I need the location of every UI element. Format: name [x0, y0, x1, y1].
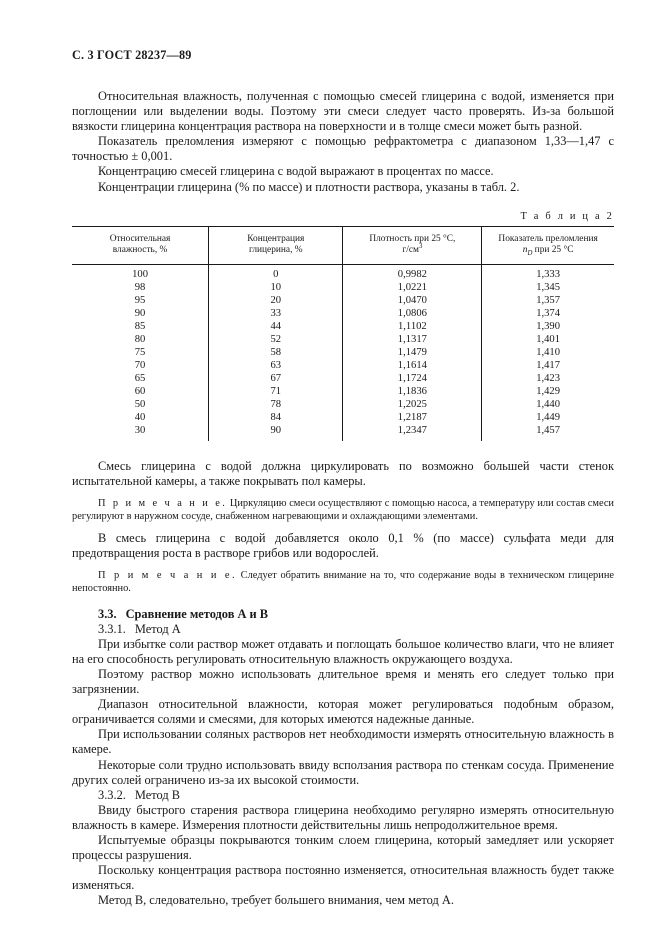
cell-refractive-index: 1,417 — [482, 359, 614, 372]
cell-relative-humidity: 98 — [134, 281, 146, 293]
cell-relative-humidity: 100 — [132, 268, 148, 280]
section-3-3-1-paragraph-2: Поэтому раствор можно использовать длительное время и менять его следует только при загрязнении. — [72, 666, 614, 697]
cell-concentration: 10 — [209, 281, 343, 294]
subsection-title: Метод А — [134, 621, 181, 636]
cell-concentration: 90 — [209, 424, 343, 441]
table-row — [72, 294, 614, 307]
cell-refractive-index: 1,345 — [482, 281, 614, 294]
cell-refractive-index: 1,449 — [482, 411, 614, 424]
section-title: Сравнение методов А и В — [125, 606, 269, 621]
cell-density: 1,0221 — [343, 281, 482, 294]
cell-relative-humidity: 50 — [134, 398, 146, 410]
section-3-3-2-paragraph-1: Ввиду быстрого старения раствора глицерина необходимо регулярно измерять относительную влажность в камере. Измерения плотности действительны лишь непродолжительное время. — [72, 802, 614, 832]
table-row — [72, 333, 614, 346]
page-content — [72, 48, 614, 908]
cell-refractive-index: 1,401 — [482, 333, 614, 346]
subsection-heading-3-3-2 — [72, 788, 614, 803]
note-2-label: П р и м е ч а н и е. — [98, 570, 237, 582]
note-1-text: Циркуляцию смеси осуществляют с помощью насоса, а температуру или состав смеси регулируют в наружном сосуде, снабженном нагревающими и охлаждающими элементами. — [72, 498, 614, 522]
note-2-text: Следует обратить внимание на то, что содержание воды в техническом глицерине непостоянно. — [72, 570, 614, 594]
cell-concentration: 71 — [209, 385, 343, 398]
cell-refractive-index: 1,423 — [482, 372, 614, 385]
table-header — [72, 226, 614, 264]
running-head: С. 3 ГОСТ 28237—89 — [72, 48, 192, 62]
cell-relative-humidity: 80 — [134, 333, 146, 345]
cell-concentration: 0 — [209, 264, 343, 281]
after-table-paragraph-1: Смесь глицерина с водой должна циркулировать по возможно большей части стенок испытательной камеры, а также покрывать пол камеры. — [72, 458, 614, 488]
intro-paragraph-1: Относительная влажность, полученная с помощью смесей глицерина с водой, изменяется при поглощении или выделении воды. Поэтому эти смеси следует часто проверять. Из-за большой вязкости глицерина концентрация раствора на поверхности и в толще смеси может быть разной. — [72, 89, 614, 134]
col-header-line1: Показатель преломления — [498, 233, 598, 244]
cell-concentration: 63 — [209, 359, 343, 372]
cell-density: 1,0470 — [343, 294, 482, 307]
intro-paragraph-4: Концентрации глицерина (% по массе) и плотности раствора, указаны в табл. 2. — [98, 179, 520, 194]
note-2 — [72, 570, 614, 595]
cell-refractive-index: 1,390 — [482, 320, 614, 333]
intro-paragraph-3: Концентрацию смесей глицерина с водой выражают в процентах по массе. — [98, 164, 494, 179]
section-3-3-2-paragraph-3: Поскольку концентрация раствора постоянно изменяется, относительная влажность будет также изменяться. — [72, 863, 614, 893]
cell-refractive-index: 1,440 — [482, 398, 614, 411]
cell-concentration: 44 — [209, 320, 343, 333]
table-body — [72, 264, 614, 441]
section-3-3-2-paragraph-4: Метод В, следовательно, требует большего внимания, чем метод А. — [98, 893, 454, 908]
table-header-row — [72, 226, 614, 264]
cell-density: 1,1317 — [343, 333, 482, 346]
col-header-refractive-index — [482, 226, 614, 264]
cell-concentration: 52 — [209, 333, 343, 346]
cell-concentration: 78 — [209, 398, 343, 411]
cell-density: 1,2187 — [343, 411, 482, 424]
cell-density: 1,1479 — [343, 346, 482, 359]
note-1 — [72, 498, 614, 523]
col-header-line2-density-units: $г/см^3$ — [402, 243, 423, 256]
table-row — [72, 385, 614, 398]
col-header-concentration — [209, 226, 343, 264]
cell-relative-humidity: 70 — [134, 359, 146, 371]
cell-relative-humidity: 90 — [134, 307, 146, 319]
cell-relative-humidity: 60 — [134, 385, 146, 397]
col-header-density — [343, 226, 482, 264]
cell-density: 1,2347 — [343, 424, 482, 441]
cell-concentration: 33 — [209, 307, 343, 320]
table-row — [72, 372, 614, 385]
cell-density: 1,1724 — [343, 372, 482, 385]
col-header-line2: влажность, % — [112, 245, 168, 256]
cell-relative-humidity: 95 — [134, 294, 146, 306]
table-row — [72, 281, 614, 294]
section-heading-3-3 — [72, 607, 614, 622]
cell-density: 1,1102 — [343, 320, 482, 333]
table-row — [72, 398, 614, 411]
table-row — [72, 424, 614, 441]
subsection-heading-3-3-1 — [72, 622, 614, 637]
cell-concentration: 20 — [209, 294, 343, 307]
intro-paragraph-2: Показатель преломления измеряют с помощью рефрактометра с диапазоном 1,33—1,47 с точностью ± 0,001. — [72, 134, 614, 164]
col-header-line1: Плотность при 25 °С, — [369, 233, 456, 244]
cell-relative-humidity: 75 — [134, 346, 146, 358]
section-3-3-1-paragraph-4: При использовании соляных растворов нет необходимости измерять относительную влажность в камере. — [72, 727, 614, 757]
table-caption: Т а б л и ц а 2 — [520, 210, 614, 222]
cell-density: 1,2025 — [343, 398, 482, 411]
cell-refractive-index: 1,457 — [482, 424, 614, 441]
table-row — [72, 264, 614, 281]
note-1-label: П р и м е ч а н и е. — [98, 498, 228, 510]
cell-refractive-index: 1,429 — [482, 385, 614, 398]
col-header-line2: глицерина, % — [248, 245, 303, 256]
table-row — [72, 346, 614, 359]
cell-density: 1,1836 — [343, 385, 482, 398]
cell-density: 1,0806 — [343, 307, 482, 320]
section-number: 3.3. — [98, 606, 117, 621]
cell-concentration: 84 — [209, 411, 343, 424]
after-table-paragraph-2: В смесь глицерина с водой добавляется около 0,1 % (по массе) сульфата меди для предотвращения роста в растворе грибов или водорослей. — [72, 531, 614, 561]
cell-concentration: 58 — [209, 346, 343, 359]
cell-relative-humidity: 85 — [134, 320, 146, 332]
col-header-line2-refractive-symbol: $n_D$ при 25 °С — [522, 245, 574, 258]
cell-density: 0,9982 — [343, 264, 482, 281]
subsection-number: 3.3.2. — [98, 787, 126, 802]
section-3-3-1-paragraph-5: Некоторые соли трудно использовать ввиду всползания раствора по стенкам сосуда. Применение других солей ограничено из-за их высокой стоимости. — [72, 757, 614, 787]
cell-relative-humidity: 40 — [134, 411, 146, 423]
section-3-3-1-paragraph-3: Диапазон относительной влажности, которая может регулироваться подобным образом, ограничивается солями и смесями, для которых имеются надежные данные. — [72, 697, 614, 727]
cell-density: 1,1614 — [343, 359, 482, 372]
col-header-line1: Концентрация — [247, 233, 305, 244]
section-3-3-2-paragraph-2: Испытуемые образцы покрываются тонким слоем глицерина, который замедляет или ускоряет процессы разрушения. — [72, 833, 614, 863]
table-row — [72, 320, 614, 333]
table-row — [72, 307, 614, 320]
subsection-number: 3.3.1. — [98, 621, 126, 636]
table-row — [72, 411, 614, 424]
cell-refractive-index: 1,374 — [482, 307, 614, 320]
col-header-relative-humidity — [72, 226, 209, 264]
cell-refractive-index: 1,410 — [482, 346, 614, 359]
cell-relative-humidity: 65 — [134, 372, 146, 384]
glycerol-humidity-table — [72, 226, 614, 441]
cell-refractive-index: 1,357 — [482, 294, 614, 307]
col-header-line1: Относительная — [109, 233, 171, 244]
cell-refractive-index: 1,333 — [482, 264, 614, 281]
table-row — [72, 359, 614, 372]
cell-relative-humidity: 30 — [134, 424, 146, 436]
section-3-3-1-paragraph-1: При избытке соли раствор может отдавать и поглощать большое количество влаги, что не влияет на его способность регулировать относительную влажность окружающего воздуха. — [72, 636, 614, 666]
subsection-title: Метод В — [134, 787, 180, 802]
cell-concentration: 67 — [209, 372, 343, 385]
